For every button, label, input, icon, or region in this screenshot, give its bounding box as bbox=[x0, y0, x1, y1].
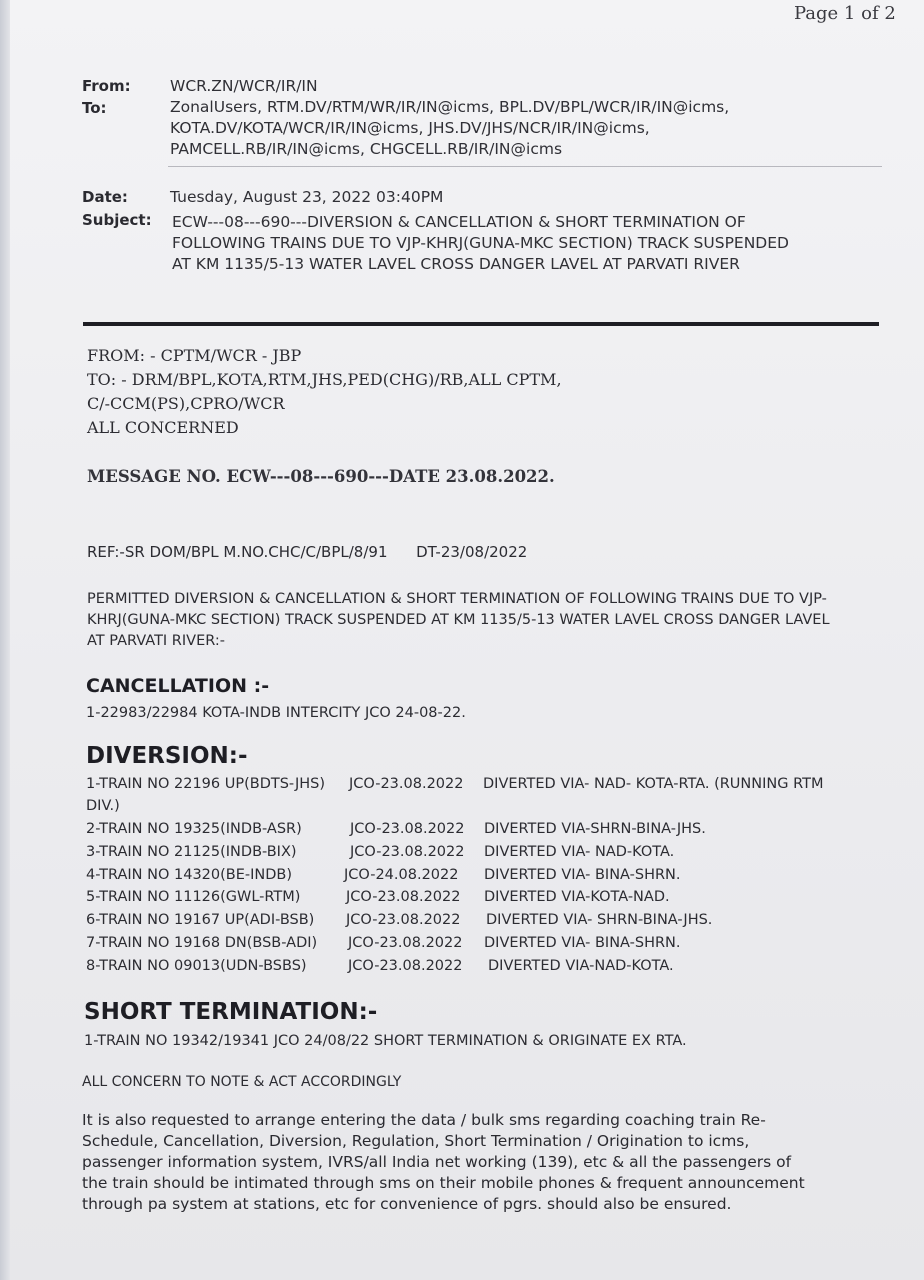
diversion-train: 7-TRAIN NO 19168 DN(BSB-ADI) bbox=[86, 935, 318, 951]
diversion-train: 5-TRAIN NO 11126(GWL-RTM) bbox=[86, 889, 301, 905]
diversion-route: DIVERTED VIA-SHRN-BINA-JHS. bbox=[484, 821, 706, 837]
diversion-train: 3-TRAIN NO 21125(INDB-BIX) bbox=[86, 844, 297, 860]
cancellation-heading: CANCELLATION :- bbox=[86, 675, 270, 697]
short-termination-heading: SHORT TERMINATION:- bbox=[84, 999, 378, 1025]
subject-line: AT KM 1135/5-13 WATER LAVEL CROSS DANGER LAVEL AT PARVATI RIVER bbox=[172, 255, 740, 273]
permitted-line: AT PARVATI RIVER:- bbox=[87, 633, 225, 649]
reference-line: REF:-SR DOM/BPL M.NO.CHC/C/BPL/8/91 DT-23/08/2022 bbox=[87, 543, 528, 561]
section-rule bbox=[83, 322, 879, 326]
permitted-line: PERMITTED DIVERSION & CANCELLATION & SHORT TERMINATION OF FOLLOWING TRAINS DUE TO VJP- bbox=[87, 591, 827, 607]
subject-line: ECW---08---690---DIVERSION & CANCELLATION & SHORT TERMINATION OF bbox=[172, 213, 746, 231]
header-divider bbox=[168, 166, 882, 167]
request-line: It is also requested to arrange entering the data / bulk sms regarding coaching train Re- bbox=[82, 1111, 766, 1129]
diversion-train: 1-TRAIN NO 22196 UP(BDTS-JHS) bbox=[86, 776, 325, 792]
date-value: Tuesday, August 23, 2022 03:40PM bbox=[170, 188, 444, 206]
diversion-jco: JCO-23.08.2022 bbox=[349, 776, 464, 792]
to-line: KOTA.DV/KOTA/WCR/IR/IN@icms, JHS.DV/JHS/NCR/IR/IN@icms, bbox=[170, 119, 650, 137]
diversion-jco: JCO-24.08.2022 bbox=[344, 867, 459, 883]
permitted-line: KHRJ(GUNA-MKC SECTION) TRACK SUSPENDED AT KM 1135/5-13 WATER LAVEL CROSS DANGER LAVEL bbox=[87, 612, 830, 628]
request-line: the train should be intimated through sms on their mobile phones & frequent announcement bbox=[82, 1174, 805, 1192]
subject-value bbox=[172, 212, 789, 275]
to-line: PAMCELL.RB/IR/IN@icms, CHGCELL.RB/IR/IN@icms bbox=[170, 140, 563, 158]
request-line: Schedule, Cancellation, Diversion, Regulation, Short Termination / Origination to icms, bbox=[82, 1132, 750, 1150]
diversion-route: DIVERTED VIA- BINA-SHRN. bbox=[484, 867, 681, 883]
from-value: WCR.ZN/WCR/IR/IN bbox=[170, 77, 318, 95]
memo-addresses bbox=[87, 344, 562, 440]
diversion-route: DIVERTED VIA-KOTA-NAD. bbox=[484, 889, 670, 905]
from-label: From: bbox=[82, 77, 131, 95]
diversion-train: 6-TRAIN NO 19167 UP(ADI-BSB) bbox=[86, 912, 315, 928]
diversion-jco: JCO-23.08.2022 bbox=[350, 821, 465, 837]
to-line: ZonalUsers, RTM.DV/RTM/WR/IR/IN@icms, BPL.DV/BPL/WCR/IR/IN@icms, bbox=[170, 98, 730, 116]
memo-from: FROM: - CPTM/WCR - JBP bbox=[87, 346, 302, 365]
subject-line: FOLLOWING TRAINS DUE TO VJP-KHRJ(GUNA-MKC SECTION) TRACK SUSPENDED bbox=[172, 234, 789, 252]
page-number: Page 1 of 2 bbox=[794, 3, 896, 24]
memo-all: ALL CONCERNED bbox=[87, 418, 239, 437]
permitted-paragraph bbox=[87, 589, 830, 652]
request-line: passenger information system, IVRS/all India net working (139), etc & all the passengers of bbox=[82, 1153, 792, 1171]
diversion-jco: JCO-23.08.2022 bbox=[350, 844, 465, 860]
cancellation-item: 1-22983/22984 KOTA-INDB INTERCITY JCO 24-08-22. bbox=[86, 705, 466, 721]
request-paragraph bbox=[82, 1110, 805, 1215]
diversion-jco: JCO-23.08.2022 bbox=[346, 912, 461, 928]
diversion-jco: JCO-23.08.2022 bbox=[348, 958, 463, 974]
page-edge-shadow bbox=[0, 0, 10, 1280]
diversion-train: 8-TRAIN NO 09013(UDN-BSBS) bbox=[86, 958, 307, 974]
diversion-route: DIVERTED VIA- SHRN-BINA-JHS. bbox=[486, 912, 713, 928]
diversion-route: DIVERTED VIA- NAD- KOTA-RTA. (RUNNING RTM bbox=[483, 776, 824, 792]
diversion-train: 4-TRAIN NO 14320(BE-INDB) bbox=[86, 867, 293, 883]
memo-to: TO: - DRM/BPL,KOTA,RTM,JHS,PED(CHG)/RB,ALL CPTM, bbox=[87, 370, 562, 389]
memo-copy: C/-CCM(PS),CPRO/WCR bbox=[87, 394, 285, 413]
diversion-route-cont: DIV.) bbox=[86, 798, 120, 814]
short-termination-item: 1-TRAIN NO 19342/19341 JCO 24/08/22 SHORT TERMINATION & ORIGINATE EX RTA. bbox=[84, 1033, 687, 1049]
diversion-route: DIVERTED VIA-NAD-KOTA. bbox=[488, 958, 674, 974]
diversion-heading: DIVERSION:- bbox=[86, 743, 248, 769]
subject-label: Subject: bbox=[82, 211, 152, 229]
date-label: Date: bbox=[82, 188, 128, 206]
diversion-train: 2-TRAIN NO 19325(INDB-ASR) bbox=[86, 821, 302, 837]
to-recipients bbox=[170, 97, 729, 160]
message-number: MESSAGE NO. ECW---08---690---DATE 23.08.2022. bbox=[87, 467, 555, 486]
diversion-route: DIVERTED VIA- NAD-KOTA. bbox=[484, 844, 675, 860]
diversion-jco: JCO-23.08.2022 bbox=[346, 889, 461, 905]
diversion-jco: JCO-23.08.2022 bbox=[348, 935, 463, 951]
request-line: through pa system at stations, etc for convenience of pgrs. should also be ensured. bbox=[82, 1195, 732, 1213]
to-label: To: bbox=[82, 99, 107, 117]
diversion-route: DIVERTED VIA- BINA-SHRN. bbox=[484, 935, 681, 951]
closing-note: ALL CONCERN TO NOTE & ACT ACCORDINGLY bbox=[82, 1074, 402, 1090]
